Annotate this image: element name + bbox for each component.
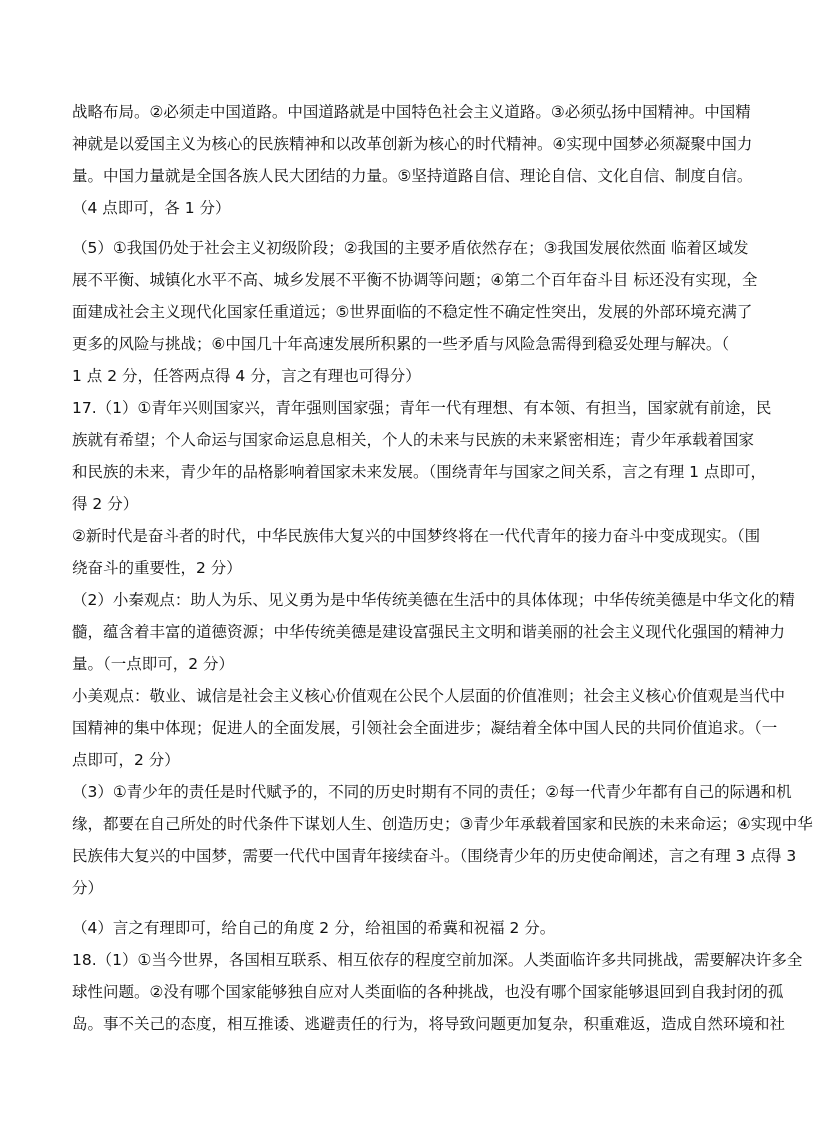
text-line: （5）①我国仍处于社会主义初级阶段；②我国的主要矛盾依然存在；③我国发展依然面 临着区域发 bbox=[72, 239, 749, 257]
text-line: （4）言之有理即可，给自己的角度 2 分，给祖国的希冀和祝福 2 分。 bbox=[72, 919, 556, 937]
answer-17-2-xiaomei bbox=[72, 680, 786, 776]
text-line: 分） bbox=[72, 879, 104, 897]
text-line: 18.（1）①当今世界，各国相互联系、相互依存的程度空前加深。人类面临许多共同挑战，需要解决许多全 bbox=[72, 951, 803, 969]
answer-17-3 bbox=[72, 776, 813, 904]
answer-17-2-xiaoqin bbox=[72, 584, 795, 680]
text-line: 族就有希望；个人命运与国家命运息息相关，个人的未来与民族的未来紧密相连；青少年承载着国家 bbox=[72, 431, 755, 449]
text-line: 更多的风险与挑战；⑥中国几十年高速发展所积累的一些矛盾与风险急需得到稳妥处理与解决。（ bbox=[72, 335, 730, 353]
answer-16-4-continued bbox=[72, 96, 753, 224]
text-line: 缘，都要在自己所处的时代条件下谋划人生、创造历史；③青少年承载着国家和民族的未来命运；④实现中华 bbox=[72, 815, 813, 833]
text-line: 小美观点：敬业、诚信是社会主义核心价值观在公民个人层面的价值准则；社会主义核心价值观是当代中 bbox=[72, 687, 786, 705]
text-line: 国精神的集中体现；促进人的全面发展，引领社会全面进步；凝结着全体中国人民的共同价值追求。（一 bbox=[72, 719, 778, 737]
text-line: 民族伟大复兴的中国梦，需要一代代中国青年接续奋斗。（围绕青少年的历史使命阐述，言之有理 3 点得 3 bbox=[72, 847, 797, 865]
text-line: 和民族的未来，青少年的品格影响着国家未来发展。（围绕青年与国家之间关系，言之有理 1 点即可， bbox=[72, 463, 766, 481]
text-line: 髓，蕴含着丰富的道德资源；中华传统美德是建设富强民主文明和谐美丽的社会主义现代化强国的精神力 bbox=[72, 623, 786, 641]
text-line: （3）①青少年的责任是时代赋予的，不同的历史时期有不同的责任；②每一代青少年都有自己的际遇和机 bbox=[72, 783, 792, 801]
text-line: 17.（1）①青年兴则国家兴，青年强则国家强；青年一代有理想、有本领、有担当，国家就有前途，民 bbox=[72, 399, 772, 417]
text-line: 量。中国力量就是全国各族人民大团结的力量。⑤坚持道路自信、理论自信、文化自信、制度自信。 bbox=[72, 167, 753, 185]
text-line: 展不平衡、城镇化水平不高、城乡发展不平衡不协调等问题；④第二个百年奋斗目 标还没有实现，全 bbox=[72, 271, 758, 289]
text-line: ②新时代是奋斗者的时代，中华民族伟大复兴的中国梦终将在一代代青年的接力奋斗中变成现实。（围 bbox=[72, 527, 761, 545]
text-line: （4 点即可，各 1 分） bbox=[72, 199, 231, 217]
text-line: 绕奋斗的重要性，2 分） bbox=[72, 559, 242, 577]
answer-17-4 bbox=[72, 912, 710, 944]
answer-18-1 bbox=[72, 944, 803, 1040]
text-line: 得 2 分） bbox=[72, 495, 139, 513]
text-line: 战略布局。②必须走中国道路。中国道路就是中国特色社会主义道路。③必须弘扬中国精神。中国精 bbox=[72, 103, 751, 121]
text-line: 量。（一点即可，2 分） bbox=[72, 655, 235, 673]
text-line: 神就是以爱国主义为核心的民族精神和以改革创新为核心的时代精神。④实现中国梦必须凝聚中国力 bbox=[72, 135, 753, 153]
answer-17-1-part-a bbox=[72, 392, 772, 520]
text-line: 面建成社会主义现代化国家任重道远；⑤世界面临的不稳定性不确定性突出，发展的外部环境充满了 bbox=[72, 303, 753, 321]
text-line: 点即可，2 分） bbox=[72, 751, 180, 769]
answer-17-1-part-b bbox=[72, 520, 761, 584]
answer-16-5 bbox=[72, 232, 758, 392]
text-line: （2）小秦观点：助人为乐、见义勇为是中华传统美德在生活中的具体体现；中华传统美德是中华文化的精 bbox=[72, 591, 795, 609]
text-line: 1 点 2 分，任答两点得 4 分，言之有理也可得分） bbox=[72, 367, 421, 385]
text-line: 球性问题。②没有哪个国家能够独自应对人类面临的各种挑战，也没有哪个国家能够退回到自我封闭的孤 bbox=[72, 983, 784, 1001]
text-line: 岛。事不关己的态度，相互推诿、逃避责任的行为，将导致问题更加复杂，积重难返，造成自然环境和社 bbox=[72, 1015, 786, 1033]
